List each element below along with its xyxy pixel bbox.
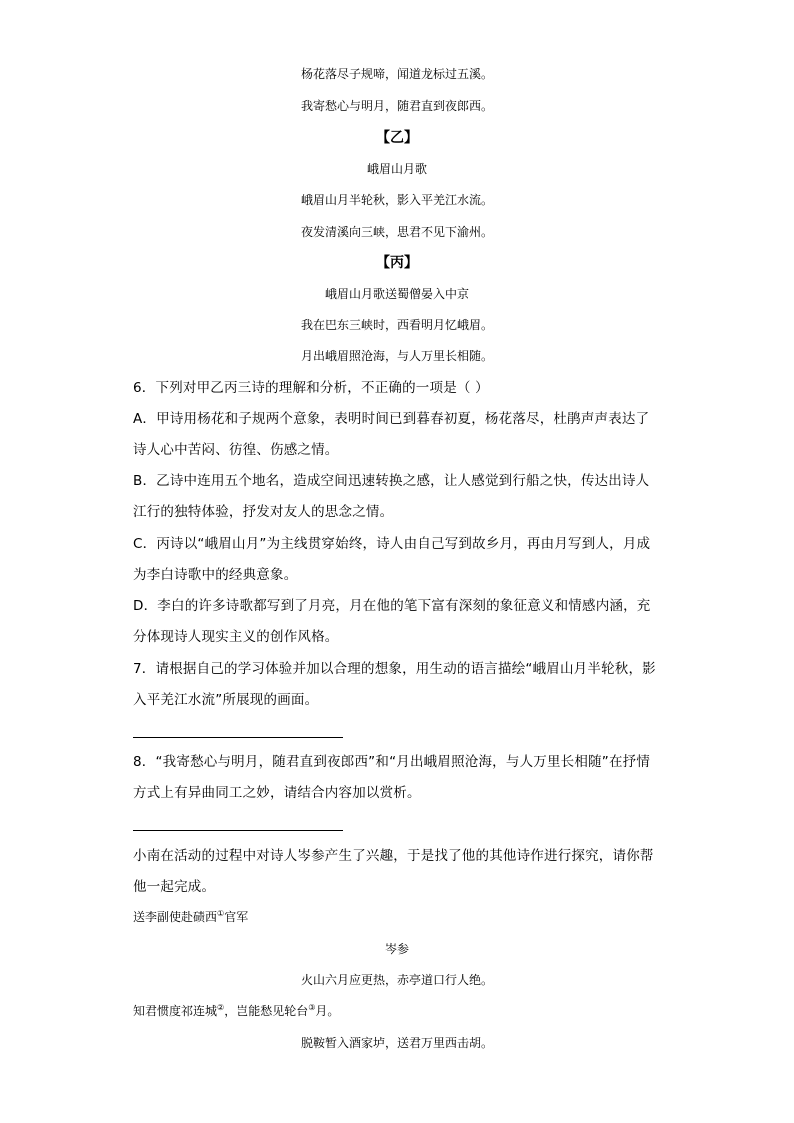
poem-yi-label: 【乙】 bbox=[376, 130, 418, 146]
cen-poem-line-2-b: ，岂能愁见轮台 bbox=[224, 1004, 309, 1018]
q6-option-d-line-2: 分体现诗人现实主义的创作风格。 bbox=[133, 629, 339, 645]
poem-bing-line-2: 月出峨眉照沧海，与人万里长相随。 bbox=[300, 349, 493, 363]
q7-answer-line[interactable] bbox=[133, 737, 343, 738]
poem-jia-line-1: 杨花落尽子规啼，闻道龙标过五溪。 bbox=[300, 67, 493, 81]
poem-jia-line-2: 我寄愁心与明月，随君直到夜郎西。 bbox=[300, 99, 493, 113]
q8-line-1: 8．“我寄愁心与明月，随君直到夜郎西”和“月出峨眉照沧海，与人万里长相随”在抒情 bbox=[133, 754, 651, 770]
q6-option-d-line-1: D．李白的许多诗歌都写到了月亮，月在他的笔下富有深刻的象征意义和情感内涵，充 bbox=[133, 598, 651, 614]
cen-poem-title bbox=[133, 907, 248, 927]
poem-bing-label: 【丙】 bbox=[376, 255, 418, 271]
cen-poem-author: 岑参 bbox=[384, 942, 409, 956]
cen-poem-line-2-a: 知君惯度祁连城 bbox=[133, 1004, 218, 1018]
cen-poem-line-2-note-2: ③ bbox=[308, 1003, 316, 1012]
intro-line-1: 小南在活动的过程中对诗人岑参产生了兴趣，于是找了他的其他诗作进行探究，请你帮 bbox=[133, 848, 654, 864]
q6-option-b-line-2: 江行的独特体验，抒发对友人的思念之情。 bbox=[133, 504, 394, 520]
poem-yi-line-2: 夜发清溪向三峡，思君不见下渝州。 bbox=[300, 225, 493, 239]
q8-line-2: 方式上有异曲同工之妙，请结合内容加以赏析。 bbox=[133, 785, 421, 801]
q7-line-1: 7．请根据自己的学习体验并加以合理的想象，用生动的语言描绘“峨眉山月半轮秋，影 bbox=[133, 661, 656, 677]
cen-poem-line-3: 脱鞍暂入酒家垆，送君万里西击胡。 bbox=[300, 1036, 493, 1050]
cen-poem-title-main: 送李副使赴碛西 bbox=[133, 910, 218, 924]
q7-line-2: 入平羌江水流”所展现的画面。 bbox=[133, 692, 319, 708]
poem-yi-line-1: 峨眉山月半轮秋，影入平羌江水流。 bbox=[300, 193, 493, 207]
cen-poem-line-2 bbox=[133, 1001, 339, 1021]
cen-poem-title-tail: 官军 bbox=[224, 910, 249, 924]
q6-option-b-line-1: B．乙诗中连用五个地名，造成空间迅速转换之感，让人感觉到行船之快，传达出诗人 bbox=[133, 473, 650, 489]
q6-option-a-line-1: A．甲诗用杨花和子规两个意象，表明时间已到暮春初夏，杨花落尽，杜鹃声声表达了 bbox=[133, 411, 650, 427]
cen-poem-line-2-note-1: ② bbox=[217, 1003, 225, 1012]
cen-poem-line-1: 火山六月应更热，赤亭道口行人绝。 bbox=[300, 973, 493, 987]
cen-poem-line-2-c: 月。 bbox=[315, 1004, 340, 1018]
poem-bing-line-1: 我在巴东三峡时，西看明月忆峨眉。 bbox=[300, 318, 493, 332]
q6-stem: 6．下列对甲乙丙三诗的理解和分析，不正确的一项是（ ） bbox=[133, 380, 489, 396]
cen-poem-title-note: ① bbox=[217, 909, 225, 918]
poem-yi-title: 峨眉山月歌 bbox=[366, 162, 427, 176]
intro-line-2: 他一起完成。 bbox=[133, 879, 216, 895]
q6-option-a-line-2: 诗人心中苦闷、彷徨、伤感之情。 bbox=[133, 442, 339, 458]
q8-answer-line[interactable] bbox=[133, 830, 343, 831]
q6-option-c-line-2: 为李白诗歌中的经典意象。 bbox=[133, 567, 298, 583]
poem-bing-title: 峨眉山月歌送蜀僧晏入中京 bbox=[324, 287, 469, 301]
q6-option-c-line-1: C．丙诗以“峨眉山月”为主线贯穿始终，诗人由自己写到故乡月，再由月写到人，月成 bbox=[133, 536, 651, 552]
